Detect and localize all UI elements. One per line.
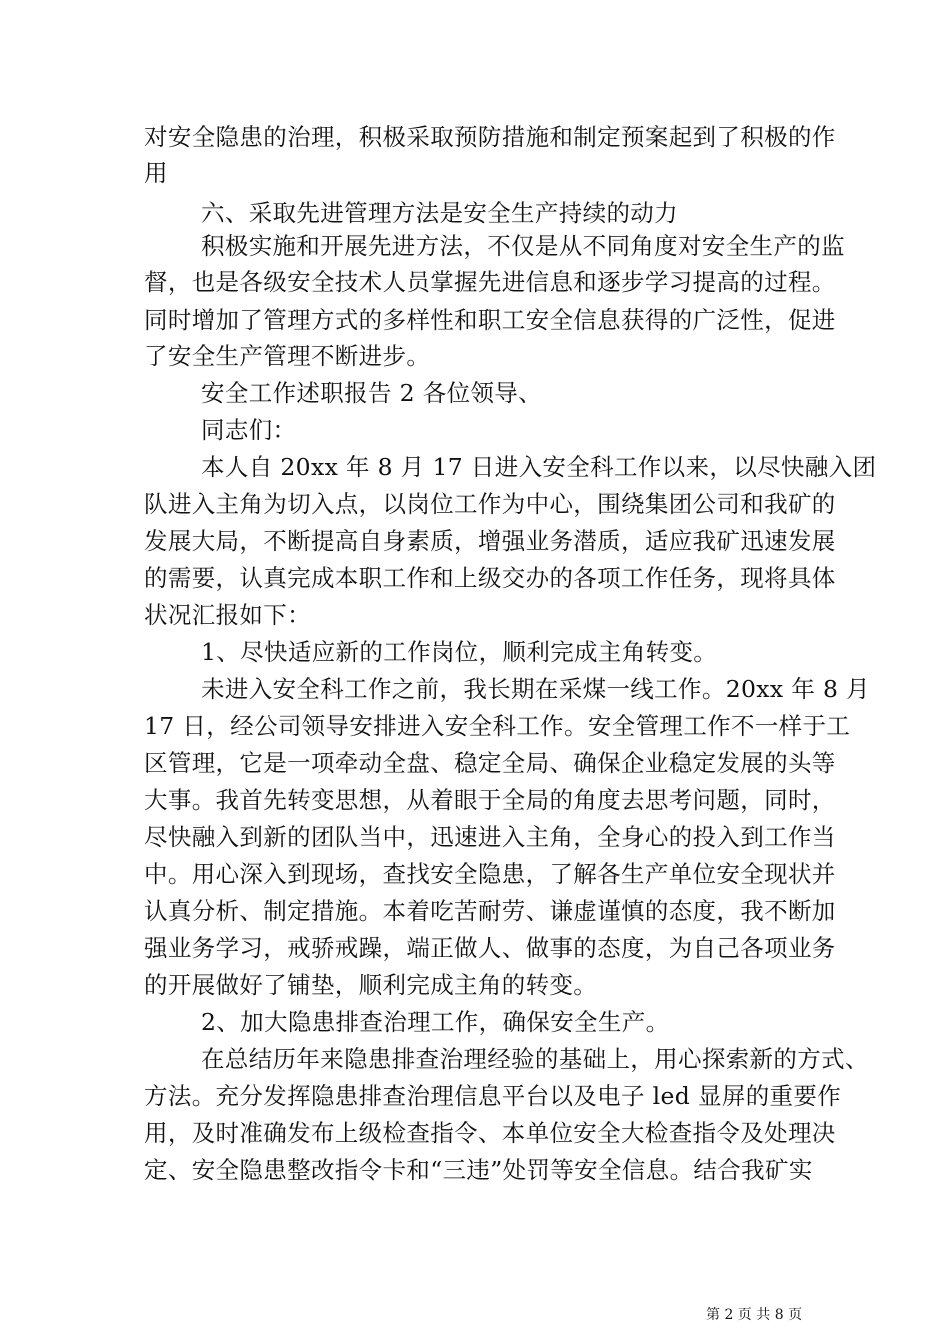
text-line: 对安全隐患的治理，积极采取预防措施和制定预案起到了积极的作 bbox=[144, 123, 836, 151]
text-line: 认真分析、制定措施。本着吃苦耐劳、谦虚谨慎的态度，我不断加 bbox=[144, 897, 836, 925]
text-line: 定、安全隐患整改指令卡和“三违”处罚等安全信息。结合我矿实 bbox=[144, 1156, 813, 1184]
text-line: 状况汇报如下： bbox=[144, 601, 311, 629]
text-line: 强业务学习，戒骄戒躁，端正做人、做事的态度，为自己各项业务 bbox=[144, 934, 836, 962]
text-line: 本人自 20xx 年 8 月 17 日进入安全科工作以来，以尽快融入团 bbox=[201, 453, 877, 481]
text-line: 的需要，认真完成本职工作和上级交办的各项工作任务，现将具体 bbox=[144, 564, 836, 592]
section-heading: 六、采取先进管理方法是安全生产持续的动力 bbox=[201, 199, 678, 227]
text-line: 方法。充分发挥隐患排查治理信息平台以及电子 led 显屏的重要作 bbox=[144, 1082, 842, 1110]
report-title: 安全工作述职报告 2 各位领导、 bbox=[201, 379, 542, 407]
section-heading: 2、加大隐患排查治理工作，确保安全生产。 bbox=[201, 1008, 670, 1036]
text-line: 用，及时准确发布上级检查指令、本单位安全大检查指令及处理决 bbox=[144, 1119, 836, 1147]
salutation: 同志们： bbox=[201, 416, 297, 444]
text-line: 用 bbox=[144, 159, 168, 187]
text-line: 区管理，它是一项牵动全盘、稳定全局、确保企业稳定发展的头等 bbox=[144, 749, 836, 777]
text-line: 队进入主角为切入点，以岗位工作为中心，围绕集团公司和我矿的 bbox=[144, 490, 836, 518]
section-heading: 1、尽快适应新的工作岗位，顺利完成主角转变。 bbox=[201, 638, 718, 666]
text-line: 尽快融入到新的团队当中，迅速进入主角，全身心的投入到工作当 bbox=[144, 823, 836, 851]
text-line: 在总结历年来隐患排查治理经验的基础上，用心探索新的方式、 bbox=[201, 1045, 869, 1073]
text-line: 的开展做好了铺垫，顺利完成主角的转变。 bbox=[144, 971, 598, 999]
text-line: 督，也是各级安全技术人员掌握先进信息和逐步学习提高的过程。 bbox=[144, 268, 836, 296]
text-line: 了安全生产管理不断进步。 bbox=[144, 342, 431, 370]
text-line: 发展大局，不断提高自身素质，增强业务潜质，适应我矿迅速发展 bbox=[144, 527, 836, 555]
text-line: 17 日，经公司领导安排进入安全科工作。安全管理工作不一样于工 bbox=[144, 712, 851, 740]
text-line: 中。用心深入到现场，查找安全隐患，了解各生产单位安全现状并 bbox=[144, 860, 836, 888]
page-number: 第 2 页 共 8 页 bbox=[706, 1307, 803, 1323]
text-line: 大事。我首先转变思想，从着眼于全局的角度去思考问题，同时， bbox=[144, 786, 836, 814]
text-line: 未进入安全科工作之前，我长期在采煤一线工作。20xx 年 8 月 bbox=[201, 675, 870, 703]
text-line: 同时增加了管理方式的多样性和职工安全信息获得的广泛性，促进 bbox=[144, 306, 836, 334]
text-line: 积极实施和开展先进方法，不仅是从不同角度对安全生产的监 bbox=[201, 232, 845, 260]
